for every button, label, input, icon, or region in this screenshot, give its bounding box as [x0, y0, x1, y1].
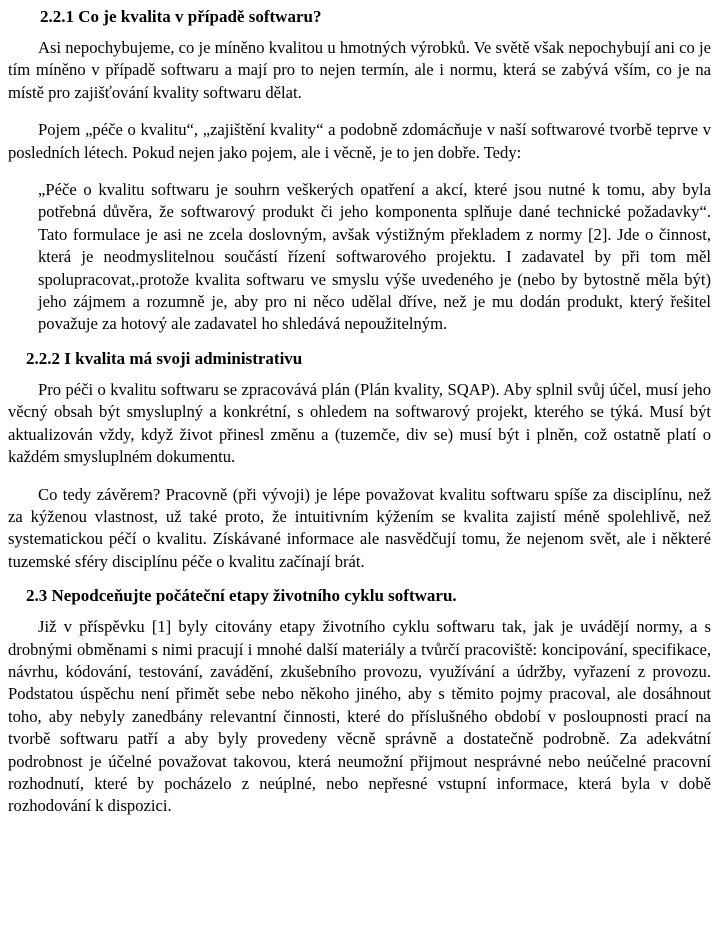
paragraph: Pro péči o kvalitu softwaru se zpracovává plán (Plán kvality, SQAP). Aby splnil svůj účel, musí jeho věcný obsah být smysluplný a konkrétní, s ohledem na softwarový projekt, kterého se týká. Musí být aktualizován vždy, když život přinesl změnu a (tuzemče, div se) musí být i plněn, což ostatně platí o každém smysluplném dokumentu. [8, 379, 711, 467]
section-heading-2-2-2: 2.2.2 I kvalita má svoji administrativu [26, 348, 303, 368]
paragraph: Pojem „péče o kvalitu“, „zajištění kvality“ a podobně zdomácňuje v naší softwarové tvorbě teprve v posledních létech. Pokud nejen jako pojem, ale i věcně, je to jen dobře. Tedy: [8, 120, 711, 162]
section-heading-2-3: 2.3 Nepodceňujte počáteční etapy životního cyklu softwaru. [26, 586, 457, 606]
paragraph: Co tedy závěrem? Pracovně (při vývoji) je lépe považovat kvalitu softwaru spíše za disciplínu, než za kýženou vlastnost, už také proto, že intuitivním kýžením se kvalita zajistí méně spolehlivě, než systematickou péčí o kvalitu. Získávané informace ale nasvědčují tomu, že nejenom svět, ale i některé tuzemské sféry disciplínu péče o kvalitu začínají brát. [8, 484, 711, 571]
section-heading-2-2-1: 2.2.1 Co je kvalita v případě softwaru? [40, 7, 322, 26]
quote-paragraph: „Péče o kvalitu softwaru je souhrn veškerých opatření a akcí, které jsou nutné k tomu, aby byla potřebná důvěra, že softwarový produkt či jeho komponenta splňuje dané technické požadavky“. Tato formulace je asi ne zcela doslovným, avšak výstižným překladem z normy [2]. Jde o činnost, která je neodmyslitelnou součástí řízení softwarového projektu. I zadavatel by při tom měl spolupracovat,.protože kvalita softwaru ve smyslu výše uvedeného je (nebo by bytostně měla být) jeho zájmem a rozumně je, aby pro ni něco udělal dříve, než je mu dodán produkt, který řešitel považuje za hotový ale zadavatel ho shledává nepoužitelným. [38, 180, 711, 334]
paragraph: Již v příspěvku [1] byly citovány etapy životního cyklu softwaru tak, jak je uvádějí normy, a s drobnými obměnami s nimi pracují i mnohé další materiály a tvůrčí pracoviště: koncipování, specifikace, návrhu, kódování, testování, zavádění, zkušebního provozu, využívání a údržby, vyřazení z provozu. Podstatou úspěchu není přimět sebe nebo někoho jiného, aby s těmito pojmy pracoval, ale dosáhnout toho, aby nebyly zanedbány relevantní činnosti, které do příslušného období v posloupnosti prací na tvorbě softwaru patří a aby byly provedeny věcně správně a dostatečně podrobně. Za adekvátní podrobnost je účelné považovat takovou, která neumožní přijmout nesprávné nebo neúčelné pracovní rozhodnutí, které by pocházelo z neúplné, nebo nepřesné vstupní informace, která byla v době rozhodování k dispozici. [8, 617, 711, 816]
paragraph: Asi nepochybujeme, co je míněno kvalitou u hmotných výrobků. Ve světě však nepochybují ani co je tím míněno v případě softwaru a mají pro to nejen termín, ale i normu, která se zabývá vším, co je na místě pro zajišťování kvality softwaru dělat. [8, 38, 711, 102]
